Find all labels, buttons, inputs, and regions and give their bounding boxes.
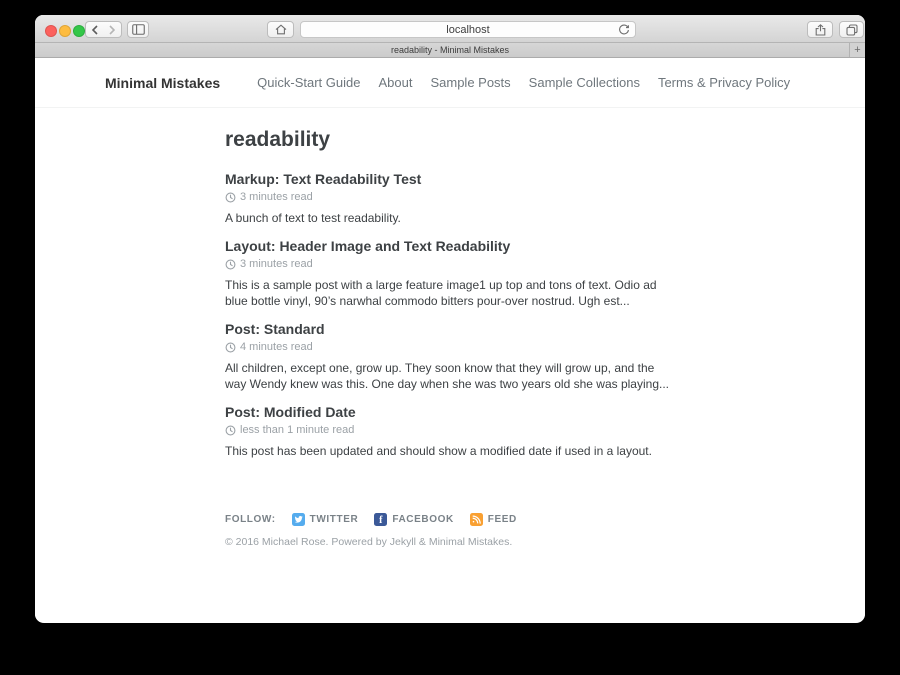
post-meta [225,258,677,270]
sidebar-icon [132,24,145,35]
clock-icon [225,425,236,436]
copyright-text: © 2016 Michael Rose. Powered by Jekyll & Minimal Mistakes. [225,536,513,548]
forward-button[interactable] [103,21,122,38]
clock-icon [225,342,236,353]
web-content [35,58,865,622]
tabs-overview-icon [846,24,858,36]
share-button[interactable] [807,21,833,38]
masthead-nav-link[interactable]: Quick-Start Guide [257,75,361,90]
site-title-link[interactable]: Minimal Mistakes [105,74,221,91]
rss-icon [470,513,483,526]
post-list [225,171,677,459]
facebook-icon: f [374,513,387,526]
post-title-link[interactable]: Layout: Header Image and Text Readability [225,238,511,254]
post-list-item [225,171,677,226]
post-list-item [225,321,677,392]
post-excerpt: This post has been updated and should show a modified date if used in a layout. [225,444,652,458]
post-meta [225,424,677,436]
sidebar-toggle-button[interactable] [127,21,149,38]
post-title-link[interactable]: Post: Standard [225,321,325,337]
follow-label: FOLLOW: [225,514,276,525]
post-title-link[interactable]: Post: Modified Date [225,404,356,420]
masthead-nav [257,75,790,90]
masthead-nav-link[interactable]: About [378,75,413,90]
read-time: less than 1 minute read [240,424,355,436]
feed-link[interactable] [470,513,517,526]
masthead-nav-link[interactable]: Terms & Privacy Policy [657,75,791,90]
chevron-left-icon [91,25,99,35]
home-button[interactable] [267,21,294,38]
twitter-icon [292,513,305,526]
home-icon [275,24,287,35]
site-masthead [35,58,865,108]
archive-content [225,108,677,548]
clock-icon [225,192,236,203]
show-tabs-button[interactable] [839,21,864,38]
site-footer [225,513,677,548]
post-excerpt: All children, except one, grow up. They soon know that they will grow up, and the way Wendy knew was this. One day when she was two years old she was playing... [225,361,669,391]
post-title-link[interactable]: Markup: Text Readability Test [225,171,422,187]
post-excerpt: This is a sample post with a large feature image1 up top and tons of text. Odio ad blue bottle vinyl, 90’s narwhal commodo bitters pour-over nostrud. Ugh est... [225,278,657,308]
minimize-window-button[interactable] [59,25,71,37]
feed-label: FEED [487,514,517,525]
address-bar[interactable] [300,21,636,38]
post-list-item [225,404,677,459]
close-window-button[interactable] [45,25,57,37]
reload-button[interactable] [618,24,630,36]
twitter-link[interactable] [292,513,359,526]
page-title: readability [225,128,331,151]
follow-row [225,513,677,526]
back-button[interactable] [85,21,104,38]
read-time: 3 minutes read [240,191,313,203]
active-tab[interactable]: readability - Minimal Mistakes [390,45,510,55]
address-bar-url: localhost [446,23,490,36]
browser-window [35,15,865,623]
tab-bar [35,43,865,58]
twitter-label: TWITTER [309,514,359,525]
share-icon [815,24,826,36]
facebook-link[interactable] [374,513,453,526]
facebook-label: FACEBOOK [392,514,454,525]
chevron-right-icon [108,25,116,35]
clock-icon [225,259,236,270]
post-meta [225,191,677,203]
post-excerpt: A bunch of text to test readability. [225,211,401,225]
browser-toolbar [35,15,865,43]
zoom-window-button[interactable] [73,25,85,37]
post-list-item [225,238,677,309]
masthead-nav-link[interactable]: Sample Collections [528,75,640,90]
masthead-nav-link[interactable]: Sample Posts [430,75,511,90]
post-meta [225,341,677,353]
new-tab-button[interactable]: + [849,43,865,57]
read-time: 3 minutes read [240,258,313,270]
read-time: 4 minutes read [240,341,313,353]
